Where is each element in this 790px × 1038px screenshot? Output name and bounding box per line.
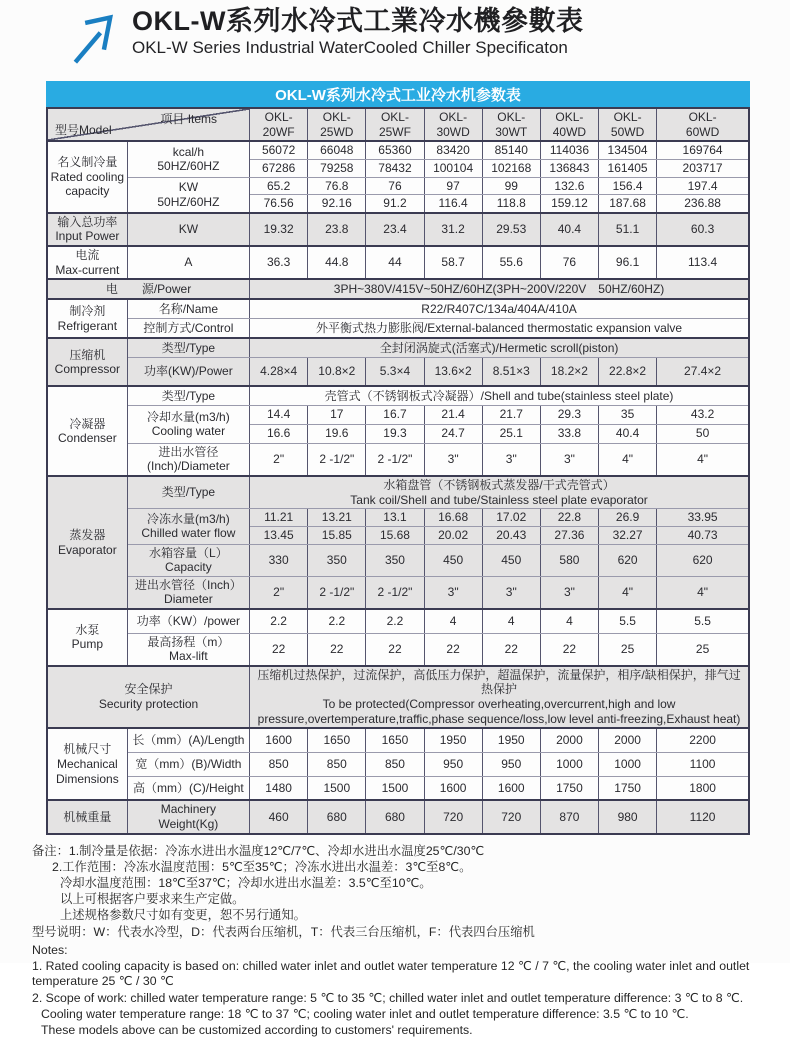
spec-row xyxy=(47,752,749,776)
spec-value-cell: 870 xyxy=(540,800,598,833)
spec-value-cell: 17 xyxy=(308,405,366,424)
spec-value-cell: 25.1 xyxy=(482,424,540,443)
spec-value-cell: 14.4 xyxy=(250,405,308,424)
spec-value-cell: 156.4 xyxy=(599,177,657,195)
spec-value-cell: 4 xyxy=(540,609,598,633)
spec-value-cell: 5.5 xyxy=(599,609,657,633)
spec-row xyxy=(47,279,749,299)
spec-value-cell: 2.2 xyxy=(250,609,308,633)
spec-value-cell: 65360 xyxy=(366,141,424,159)
row-item-label: 名称/Name xyxy=(127,299,249,318)
spec-value-cell: 56072 xyxy=(250,141,308,159)
row-item-label: 进出水管径（Inch） Diameter xyxy=(127,576,249,609)
spec-value-cell: 11.21 xyxy=(250,509,308,527)
spec-value-cell: 51.1 xyxy=(599,213,657,246)
row-item-label: kcal/h 50HZ/60HZ xyxy=(127,141,249,177)
spec-value-cell: 13.21 xyxy=(308,509,366,527)
spec-value-cell: 50 xyxy=(657,424,749,443)
spec-row xyxy=(47,544,749,576)
spec-table xyxy=(46,107,750,835)
spec-value-cell: 1100 xyxy=(657,752,749,776)
spec-row xyxy=(47,213,749,246)
row-item-label: KW 50HZ/60HZ xyxy=(127,177,249,213)
row-group-label: 制冷剂 Refrigerant xyxy=(47,299,127,338)
spec-value-cell: 16.68 xyxy=(424,509,482,527)
spec-value-cell: 450 xyxy=(482,544,540,576)
spec-row xyxy=(47,476,749,509)
spec-value-cell: 33.8 xyxy=(540,424,598,443)
spec-row xyxy=(47,666,749,729)
title-block xyxy=(132,6,583,58)
spec-text-cell: 外平衡式热力膨胀阀/External-balanced thermostatic expansion valve xyxy=(250,318,749,338)
spec-value-cell: 60.3 xyxy=(657,213,749,246)
spec-value-cell: 24.7 xyxy=(424,424,482,443)
row-group-label: 电 源/Power xyxy=(47,279,250,299)
row-item-label: 进出水管径 (Inch)/Diameter xyxy=(127,443,249,476)
spec-value-cell: 85140 xyxy=(482,141,540,159)
spec-value-cell: 3" xyxy=(424,576,482,609)
spec-value-cell: 850 xyxy=(308,752,366,776)
spec-value-cell: 161405 xyxy=(599,159,657,177)
spec-value-cell: 83420 xyxy=(424,141,482,159)
spec-value-cell: 2200 xyxy=(657,728,749,752)
note-line: 备注：1.制冷量是依据：冷冻水进出水温度12℃/7℃、冷却水进出水温度25℃/30℃ xyxy=(32,843,485,858)
spec-value-cell: 13.6×2 xyxy=(424,357,482,386)
spec-value-cell: 2.2 xyxy=(308,609,366,633)
spec-value-cell: 950 xyxy=(424,752,482,776)
spec-row xyxy=(47,443,749,476)
row-item-label: 类型/Type xyxy=(127,476,249,509)
spec-value-cell: 1000 xyxy=(540,752,598,776)
spec-text-cell: 壳管式（不锈钢板式冷凝器）/Shell and tube(stainless steel plate) xyxy=(250,386,749,405)
spec-value-cell: 132.6 xyxy=(540,177,598,195)
spec-value-cell: 79258 xyxy=(308,159,366,177)
spec-value-cell: 19.3 xyxy=(366,424,424,443)
spec-value-cell: 1120 xyxy=(657,800,749,833)
spec-value-cell: 13.1 xyxy=(366,509,424,527)
spec-value-cell: 65.2 xyxy=(250,177,308,195)
spec-value-cell: 1750 xyxy=(599,776,657,800)
spec-value-cell: 76.56 xyxy=(250,195,308,213)
page-header xyxy=(0,0,790,68)
spec-value-cell: 1500 xyxy=(308,776,366,800)
page-subtitle: OKL-W Series Industrial WaterCooled Chiller Specificaton xyxy=(132,38,568,58)
spec-value-cell: 29.3 xyxy=(540,405,598,424)
model-column-header: OKL- 20WF xyxy=(250,108,308,141)
row-group-label: 蒸发器 Evaporator xyxy=(47,476,127,609)
row-item-label: KW xyxy=(127,213,249,246)
spec-value-cell: 3" xyxy=(540,576,598,609)
spec-value-cell: 580 xyxy=(540,544,598,576)
note-line: 冷却水温度范围：18℃至37℃；冷却水进出水温差：3.5℃至10℃。 xyxy=(60,875,432,890)
spec-value-cell: 1480 xyxy=(250,776,308,800)
spec-value-cell: 44 xyxy=(366,246,424,279)
spec-value-cell: 32.27 xyxy=(599,526,657,544)
spec-value-cell: 15.68 xyxy=(366,526,424,544)
spec-value-cell: 350 xyxy=(308,544,366,576)
spec-value-cell: 1600 xyxy=(250,728,308,752)
spec-value-cell: 20.02 xyxy=(424,526,482,544)
row-group-label: 电流 Max-current xyxy=(47,246,127,279)
row-group-label: 输入总功率 Input Power xyxy=(47,213,127,246)
note-line: Notes: xyxy=(32,942,68,957)
spec-table-body xyxy=(47,141,749,833)
spec-value-cell: 44.8 xyxy=(308,246,366,279)
row-item-label: 控制方式/Control xyxy=(127,318,249,338)
spec-row xyxy=(47,246,749,279)
spec-value-cell: 169764 xyxy=(657,141,749,159)
spec-row xyxy=(47,405,749,424)
spec-value-cell: 13.45 xyxy=(250,526,308,544)
spec-value-cell: 1650 xyxy=(366,728,424,752)
spec-value-cell: 1950 xyxy=(424,728,482,752)
spec-value-cell: 4" xyxy=(657,443,749,476)
arrow-up-right-icon xyxy=(70,10,120,68)
spec-value-cell: 1000 xyxy=(599,752,657,776)
spec-value-cell: 102168 xyxy=(482,159,540,177)
spec-value-cell: 27.36 xyxy=(540,526,598,544)
spec-text-cell: R22/R407C/134a/404A/410A xyxy=(250,299,749,318)
spec-value-cell: 680 xyxy=(308,800,366,833)
spec-value-cell: 3" xyxy=(482,576,540,609)
spec-value-cell: 1750 xyxy=(540,776,598,800)
spec-value-cell: 116.4 xyxy=(424,195,482,213)
spec-row xyxy=(47,576,749,609)
spec-value-cell: 3" xyxy=(482,443,540,476)
spec-value-cell: 35 xyxy=(599,405,657,424)
spec-row xyxy=(47,299,749,318)
spec-value-cell: 620 xyxy=(599,544,657,576)
spec-value-cell: 236.88 xyxy=(657,195,749,213)
spec-value-cell: 15.85 xyxy=(308,526,366,544)
spec-value-cell: 2000 xyxy=(599,728,657,752)
spec-value-cell: 2 -1/2" xyxy=(366,443,424,476)
spec-value-cell: 1800 xyxy=(657,776,749,800)
spec-value-cell: 450 xyxy=(424,544,482,576)
spec-value-cell: 23.4 xyxy=(366,213,424,246)
spec-value-cell: 4" xyxy=(599,576,657,609)
corner-items-label: 项目 Items xyxy=(160,112,218,126)
spec-value-cell: 203717 xyxy=(657,159,749,177)
spec-value-cell: 21.7 xyxy=(482,405,540,424)
note-line: 以上可根据客户要求来生产定做。 xyxy=(60,892,245,907)
row-item-label: Machinery Weight(Kg) xyxy=(127,800,249,833)
spec-value-cell: 1500 xyxy=(366,776,424,800)
spec-value-cell: 31.2 xyxy=(424,213,482,246)
model-column-header: OKL- 25WF xyxy=(366,108,424,141)
row-item-label: 冷却水量(m3/h) Cooling water xyxy=(127,405,249,443)
spec-value-cell: 350 xyxy=(366,544,424,576)
spec-value-cell: 720 xyxy=(424,800,482,833)
spec-value-cell: 26.9 xyxy=(599,509,657,527)
spec-value-cell: 40.4 xyxy=(540,213,598,246)
spec-value-cell: 980 xyxy=(599,800,657,833)
row-group-label: 机械重量 xyxy=(47,800,127,833)
note-line: Cooling water temperature range: 18 ℃ to 37 ℃; cooling water inlet and outlet temperature difference: 3.5 ℃ to 10 ℃. xyxy=(41,1006,689,1021)
spec-text-cell: 水箱盘管（不锈钢板式蒸发器/干式壳管式） Tank coil/Shell and tube/Stainless steel plate evaporator xyxy=(250,476,749,509)
model-column-header: OKL- 25WD xyxy=(308,108,366,141)
spec-value-cell: 136843 xyxy=(540,159,598,177)
row-group-label: 冷凝器 Condenser xyxy=(47,386,127,476)
spec-row xyxy=(47,386,749,405)
page-title: OKL-W系列水冷式工業冷水機參數表 xyxy=(132,6,584,36)
spec-value-cell: 40.4 xyxy=(599,424,657,443)
spec-value-cell: 850 xyxy=(366,752,424,776)
note-line: 2. Scope of work: chilled water temperature range: 5 ℃ to 35 ℃; chilled water inlet and outlet temperature difference: 3 ℃ to 8 ℃. xyxy=(32,990,744,1005)
corner-model-label: 型号Model xyxy=(55,122,112,137)
row-item-label: A xyxy=(127,246,249,279)
spec-value-cell: 22 xyxy=(250,633,308,666)
spec-value-cell: 76 xyxy=(366,177,424,195)
row-item-label: 水箱容量（L） Capacity xyxy=(127,544,249,576)
spec-value-cell: 850 xyxy=(250,752,308,776)
row-item-label: 功率(KW)/Power xyxy=(127,357,249,386)
spec-value-cell: 19.32 xyxy=(250,213,308,246)
spec-value-cell: 4" xyxy=(599,443,657,476)
spec-value-cell: 720 xyxy=(482,800,540,833)
spec-value-cell: 1600 xyxy=(424,776,482,800)
spec-value-cell: 4" xyxy=(657,576,749,609)
row-item-label: 高（mm）(C)/Height xyxy=(127,776,249,800)
spec-value-cell: 330 xyxy=(250,544,308,576)
spec-row xyxy=(47,141,749,159)
row-group-label: 压缩机 Compressor xyxy=(47,338,127,386)
spec-value-cell: 1950 xyxy=(482,728,540,752)
spec-value-cell: 620 xyxy=(657,544,749,576)
spec-text-cell: 3PH~380V/415V~50HZ/60HZ(3PH~200V/220V 50HZ/60HZ) xyxy=(250,279,749,299)
row-item-label: 冷冻水量(m3/h) Chilled water flow xyxy=(127,509,249,544)
spec-value-cell: 5.5 xyxy=(657,609,749,633)
row-item-label: 类型/Type xyxy=(127,338,249,357)
spec-value-cell: 29.53 xyxy=(482,213,540,246)
row-item-label: 长（mm）(A)/Length xyxy=(127,728,249,752)
spec-row xyxy=(47,357,749,386)
spec-row xyxy=(47,177,749,195)
spec-value-cell: 21.4 xyxy=(424,405,482,424)
spec-value-cell: 76 xyxy=(540,246,598,279)
spec-value-cell: 19.6 xyxy=(308,424,366,443)
spec-value-cell: 460 xyxy=(250,800,308,833)
spec-value-cell: 20.43 xyxy=(482,526,540,544)
spec-value-cell: 2 -1/2" xyxy=(366,576,424,609)
spec-value-cell: 4 xyxy=(482,609,540,633)
spec-value-cell: 67286 xyxy=(250,159,308,177)
model-column-header: OKL- 30WD xyxy=(424,108,482,141)
model-column-header: OKL- 40WD xyxy=(540,108,598,141)
spec-value-cell: 16.6 xyxy=(250,424,308,443)
spec-value-cell: 55.6 xyxy=(482,246,540,279)
spec-row xyxy=(47,776,749,800)
spec-value-cell: 1600 xyxy=(482,776,540,800)
row-group-label: 机械尺寸 Mechanical Dimensions xyxy=(47,728,127,800)
spec-value-cell: 2.2 xyxy=(366,609,424,633)
spec-value-cell: 1650 xyxy=(308,728,366,752)
spec-value-cell: 36.3 xyxy=(250,246,308,279)
spec-row xyxy=(47,728,749,752)
spec-value-cell: 96.1 xyxy=(599,246,657,279)
spec-value-cell: 99 xyxy=(482,177,540,195)
spec-value-cell: 25 xyxy=(599,633,657,666)
spec-text-cell: 压缩机过热保护，过流保护，高低压力保护，超温保护，流量保护，相序/缺相保护，排气过热保护 To be protected(Compressor overheating,overcurrent,high and low pressure,overtemperature,traffic,phase sequence/loss,low level anti-freezing,Exhaust heat) xyxy=(250,666,749,729)
spec-value-cell: 43.2 xyxy=(657,405,749,424)
spec-value-cell: 134504 xyxy=(599,141,657,159)
spec-value-cell: 118.8 xyxy=(482,195,540,213)
spec-value-cell: 2 -1/2" xyxy=(308,443,366,476)
spec-value-cell: 16.7 xyxy=(366,405,424,424)
notes-zh xyxy=(32,844,760,940)
spec-value-cell: 33.95 xyxy=(657,509,749,527)
row-item-label: 宽（mm）(B)/Width xyxy=(127,752,249,776)
corner-cell xyxy=(47,108,250,141)
model-column-header: OKL- 60WD xyxy=(657,108,749,141)
note-line: These models above can be customized according to customers' requirements. xyxy=(41,1023,473,1038)
spec-value-cell: 10.8×2 xyxy=(308,357,366,386)
spec-value-cell: 5.3×4 xyxy=(366,357,424,386)
spec-value-cell: 76.8 xyxy=(308,177,366,195)
spec-value-cell: 113.4 xyxy=(657,246,749,279)
note-line: 型号说明：W：代表水冷型，D：代表两台压缩机，T：代表三台压缩机，F：代表四台压缩机 xyxy=(32,924,535,939)
spec-value-cell: 40.73 xyxy=(657,526,749,544)
spec-value-cell: 97 xyxy=(424,177,482,195)
spec-value-cell: 22 xyxy=(308,633,366,666)
spec-value-cell: 27.4×2 xyxy=(657,357,749,386)
spec-value-cell: 3" xyxy=(424,443,482,476)
spec-value-cell: 22 xyxy=(482,633,540,666)
spec-row xyxy=(47,338,749,357)
spec-value-cell: 197.4 xyxy=(657,177,749,195)
spec-value-cell: 17.02 xyxy=(482,509,540,527)
spec-value-cell: 22.8 xyxy=(540,509,598,527)
spec-value-cell: 2" xyxy=(250,443,308,476)
spec-row xyxy=(47,318,749,338)
spec-value-cell: 78432 xyxy=(366,159,424,177)
spec-value-cell: 92.16 xyxy=(308,195,366,213)
note-line: 2.工作范围：冷冻水温度范围：5℃至35℃；冷冻水进出水温差：3℃至8℃。 xyxy=(52,859,472,874)
spec-value-cell: 159.12 xyxy=(540,195,598,213)
spec-value-cell: 187.68 xyxy=(599,195,657,213)
spec-value-cell: 8.51×3 xyxy=(482,357,540,386)
spec-value-cell: 25 xyxy=(657,633,749,666)
note-line: 上述规格参数尺寸如有变更，恕不另行通知。 xyxy=(60,908,306,923)
row-group-label: 安全保护 Security protection xyxy=(47,666,250,729)
model-column-header: OKL- 50WD xyxy=(599,108,657,141)
row-item-label: 功率（KW）/power xyxy=(127,609,249,633)
table-title-banner: OKL-W系列水冷式工业冷水机参数表 xyxy=(46,81,750,107)
spec-value-cell: 91.2 xyxy=(366,195,424,213)
spec-row xyxy=(47,509,749,527)
row-item-label: 最高扬程（m） Max-lift xyxy=(127,633,249,666)
spec-value-cell: 3" xyxy=(540,443,598,476)
spec-value-cell: 22.8×2 xyxy=(599,357,657,386)
spec-text-cell: 全封闭涡旋式(活塞式)/Hermetic scroll(piston) xyxy=(250,338,749,357)
spec-value-cell: 4 xyxy=(424,609,482,633)
spec-value-cell: 4.28×4 xyxy=(250,357,308,386)
spec-value-cell: 114036 xyxy=(540,141,598,159)
spec-value-cell: 18.2×2 xyxy=(540,357,598,386)
note-line: 1. Rated cooling capacity is based on: chilled water inlet and outlet water temperature 12 ℃ / 7 ℃, the cooling water inlet and outlet temperature 25 ℃ / 30 ℃ xyxy=(32,959,750,989)
spec-row xyxy=(47,800,749,833)
notes-en xyxy=(32,943,760,1038)
spec-row xyxy=(47,633,749,666)
spec-value-cell: 58.7 xyxy=(424,246,482,279)
spec-value-cell: 950 xyxy=(482,752,540,776)
row-group-label: 水泵 Pump xyxy=(47,609,127,666)
spec-value-cell: 22 xyxy=(366,633,424,666)
spec-value-cell: 22 xyxy=(424,633,482,666)
spec-value-cell: 23.8 xyxy=(308,213,366,246)
model-header-row xyxy=(47,108,749,141)
spec-value-cell: 66048 xyxy=(308,141,366,159)
spec-value-cell: 22 xyxy=(540,633,598,666)
row-item-label: 类型/Type xyxy=(127,386,249,405)
row-group-label: 名义制冷量 Rated cooling capacity xyxy=(47,141,127,213)
spec-value-cell: 680 xyxy=(366,800,424,833)
spec-value-cell: 2" xyxy=(250,576,308,609)
spec-row xyxy=(47,609,749,633)
spec-value-cell: 100104 xyxy=(424,159,482,177)
model-column-header: OKL- 30WT xyxy=(482,108,540,141)
spec-value-cell: 2000 xyxy=(540,728,598,752)
spec-value-cell: 2 -1/2" xyxy=(308,576,366,609)
